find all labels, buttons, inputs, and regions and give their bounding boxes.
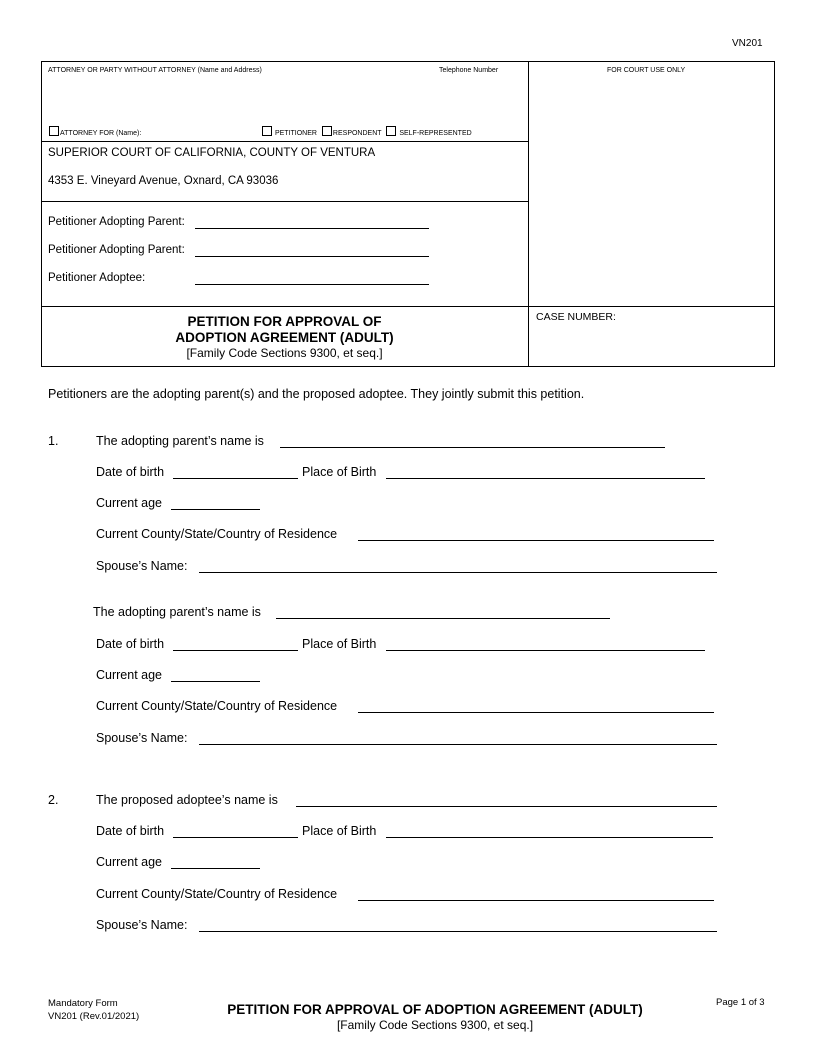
pob-label: Place of Birth	[302, 637, 377, 651]
adopting-parent-2-residence-field[interactable]	[358, 712, 714, 713]
age-label: Current age	[96, 668, 163, 682]
spouse-label: Spouse’s Name:	[96, 918, 188, 932]
footer-title-block: PETITION FOR APPROVAL OF ADOPTION AGREEMENT (ADULT) [Family Code Sections 9300, et seq.]	[227, 1002, 643, 1032]
adopting-parent-2-dob-field[interactable]	[173, 650, 298, 651]
adopting-parent-1-name-field[interactable]	[280, 447, 665, 448]
court-address: 4353 E. Vineyard Avenue, Oxnard, CA 93036	[48, 175, 279, 187]
dob-label: Date of birth	[96, 465, 165, 479]
court-name: SUPERIOR COURT OF CALIFORNIA, COUNTY OF VENTURA	[48, 147, 376, 159]
attorney-for-checkbox[interactable]	[49, 126, 59, 136]
petitioner-checkbox[interactable]	[262, 126, 272, 136]
party-line-2[interactable]	[195, 256, 429, 257]
adoptee-age-field[interactable]	[171, 868, 260, 869]
dob-label: Date of birth	[96, 824, 165, 838]
residence-label: Current County/State/Country of Residence	[96, 887, 338, 901]
residence-label: Current County/State/Country of Residence	[96, 699, 338, 713]
intro-text: Petitioners are the adopting parent(s) and the proposed adoptee. They jointly submit this petition.	[48, 387, 585, 401]
party-label-1: Petitioner Adopting Parent:	[48, 216, 185, 228]
party-line-3[interactable]	[195, 284, 429, 285]
respondent-checkbox[interactable]	[322, 126, 332, 136]
adopting-parent-1-spouse-field[interactable]	[199, 572, 717, 573]
adoptee-pob-field[interactable]	[386, 837, 713, 838]
party-label-2: Petitioner Adopting Parent:	[48, 244, 185, 256]
footer-left: Mandatory Form VN201 (Rev.01/2021)	[48, 998, 140, 1022]
caption-divider	[528, 61, 529, 367]
adopting-parent-2-name-label: The adopting parent’s name is	[93, 605, 261, 619]
court-use-label: FOR COURT USE ONLY	[607, 67, 686, 74]
form-id: VN201	[732, 38, 763, 49]
age-label: Current age	[96, 496, 163, 510]
adopting-parent-2-age-field[interactable]	[171, 681, 260, 682]
attorney-label: ATTORNEY OR PARTY WITHOUT ATTORNEY (Name and Address)	[48, 67, 262, 74]
caption-title: PETITION FOR APPROVAL OF ADOPTION AGREEMENT (ADULT) [Family Code Sections 9300, et seq.]	[175, 314, 394, 360]
dob-label: Date of birth	[96, 637, 165, 651]
item-2-number: 2.	[48, 793, 59, 807]
case-number-label: CASE NUMBER:	[536, 311, 616, 323]
telephone-label: Telephone Number	[439, 67, 499, 74]
self-represented-checkbox[interactable]	[386, 126, 396, 136]
adopting-parent-2-spouse-field[interactable]	[199, 744, 717, 745]
pob-label: Place of Birth	[302, 824, 377, 838]
adoptee-name-field[interactable]	[296, 806, 717, 807]
adopting-parent-2-name-field[interactable]	[276, 618, 610, 619]
age-label: Current age	[96, 855, 163, 869]
party-type-row: PETITIONER RESPONDENT SELF-REPRESENTED	[262, 126, 472, 137]
party-line-1[interactable]	[195, 228, 429, 229]
pob-label: Place of Birth	[302, 465, 377, 479]
party-label-3: Petitioner Adoptee:	[48, 272, 146, 284]
adopting-parent-1-age-field[interactable]	[171, 509, 260, 510]
page-number: Page 1 of 3	[716, 997, 765, 1008]
adopting-parent-1-residence-field[interactable]	[358, 540, 714, 541]
adoptee-residence-field[interactable]	[358, 900, 714, 901]
adopting-parent-1-pob-field[interactable]	[386, 478, 705, 479]
adopting-parent-1-name-label: The adopting parent’s name is	[96, 434, 264, 448]
adoptee-spouse-field[interactable]	[199, 931, 717, 932]
spouse-label: Spouse’s Name:	[96, 559, 188, 573]
spouse-label: Spouse’s Name:	[96, 731, 188, 745]
attorney-for-row: ATTORNEY FOR (Name):	[49, 126, 141, 137]
adoptee-dob-field[interactable]	[173, 837, 298, 838]
residence-label: Current County/State/Country of Residence	[96, 527, 338, 541]
adoptee-name-label: The proposed adoptee’s name is	[96, 793, 278, 807]
adopting-parent-1-dob-field[interactable]	[173, 478, 298, 479]
adopting-parent-2-pob-field[interactable]	[386, 650, 705, 651]
item-1-number: 1.	[48, 434, 59, 448]
